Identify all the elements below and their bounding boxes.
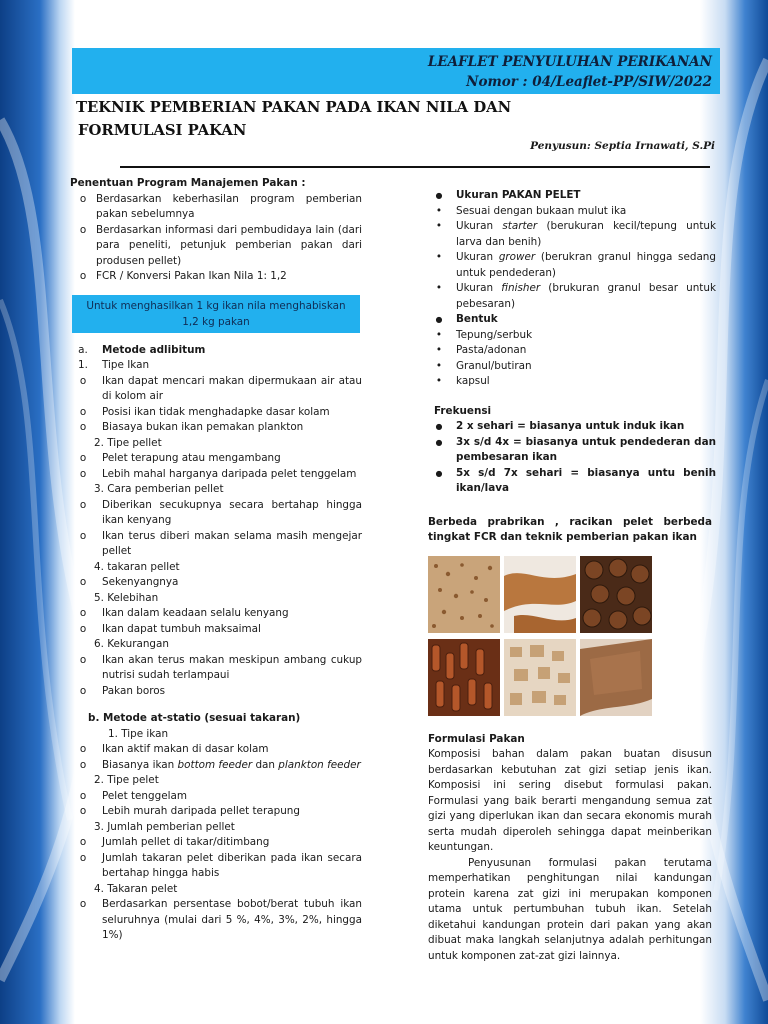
pellet-photo-tablet <box>580 556 652 633</box>
header-banner <box>72 48 720 94</box>
berbeda-note: Berbeda prabrikan , racikan pelet berbeda tingkat FCR dan teknik pemberian pakan ikan <box>428 515 712 543</box>
pellet-photo-flour <box>580 639 652 716</box>
bentuk-heading: ● Bentuk <box>435 313 498 325</box>
list-item: o Pakan boros <box>79 684 166 697</box>
list-item: o Biasaya bukan ikan pemakan plankton <box>79 421 304 433</box>
list-item: • Pasta/adonan <box>435 344 527 356</box>
list-item: o Ikan dapat mencari makan dipermukaan air atau di kolom air <box>79 374 362 402</box>
list-item: o Ikan akan terus makan meskipun ambang cukup nutrisi sudah terlampaui <box>79 653 362 681</box>
list-item: • Granul/butiran <box>435 359 532 372</box>
list-item: o Posisi ikan tidak menghadapke dasar kolam <box>79 405 330 418</box>
list-item: o Sekenyangnya <box>79 576 179 588</box>
list-item: • kapsul <box>435 375 490 387</box>
atsatio-heading: b. Metode at-statio (sesuai takaran) <box>88 712 301 724</box>
list-item: • Tepung/serbuk <box>435 328 533 341</box>
list-item: o Pelet tenggelam <box>79 789 187 802</box>
formulasi-heading: Formulasi Pakan <box>428 732 525 745</box>
list-item: o FCR / Konversi Pakan Ikan Nila 1: 1,2 <box>79 270 287 282</box>
header-line-1: LEAFLET PENYULUHAN PERIKANAN <box>427 54 712 70</box>
list-item: • Ukuran starter (berukuran kecil/tepung untuk larva dan benih) <box>435 220 716 248</box>
subheading: 1. Tipe ikan <box>108 727 169 740</box>
subheading: 6. Kekurangan <box>94 638 169 650</box>
leaflet-page <box>70 48 725 1024</box>
list-item: o Lebih murah daripada pellet terapung <box>79 805 300 817</box>
frekuensi-heading: Frekuensi <box>434 404 492 417</box>
author-line: Penyusun: Septia Irnawati, S.Pi <box>530 140 715 152</box>
title-line-2: FORMULASI PAKAN <box>78 122 247 139</box>
list-item: 1. Tipe Ikan <box>78 359 150 371</box>
ukuran-heading: ● Ukuran PAKAN PELET <box>435 189 581 201</box>
list-item: o Jumlah pellet di takar/ditimbang <box>79 836 270 848</box>
header-line-2: Nomor : 04/Leaflet-PP/SIW/2022 <box>466 74 712 90</box>
right-column <box>428 188 716 964</box>
list-item: o Lebih mahal harganya daripada pelet tenggelam <box>79 467 357 480</box>
list-item: o Berdasarkan keberhasilan program pemberian pakan sebelumnya <box>79 192 362 220</box>
list-item: • Ukuran finisher (brukuran granul besar untuk pebesaran) <box>435 282 716 310</box>
list-item: o Biasanya ikan bottom feeder dan plankton feeder <box>79 758 361 771</box>
pellet-photo-powder <box>504 556 576 633</box>
list-item: o Ikan terus diberi makan selama masih mengejar pellet <box>79 529 362 557</box>
list-item: ● 2 x sehari = biasanya untuk induk ikan <box>435 420 685 432</box>
left-column <box>70 176 362 944</box>
adlibitum-heading: a. Metode adlibitum <box>78 343 206 356</box>
list-item: o Jumlah takaran pelet diberikan pada ikan secara bertahap hingga habis <box>79 851 362 879</box>
subheading: 3. Jumlah pemberian pellet <box>94 820 235 833</box>
pellet-photo-granule <box>428 556 500 633</box>
formulasi-paragraph-2: Penyusunan formulasi pakan terutama memperhatikan penghitungan nilai kandungan protein karena zat gizi ini merupakan komponen utama untuk pertumbuhan tubuh ikan. Setelah diketahui kandungan protein dari pakan yang akan dibuat maka langkah selanjutnya adalah perhitungan untuk komponen zat-zat gizi lainnya. <box>428 856 712 962</box>
subheading: 3. Cara pemberian pellet <box>94 483 224 495</box>
subheading: 4. takaran pellet <box>94 560 180 573</box>
page-title <box>76 96 511 142</box>
list-item: ● 3x s/d 4x = biasanya untuk pendederan dan pembesaran ikan <box>435 435 716 463</box>
title-line-1: TEKNIK PEMBERIAN PAKAN PADA IKAN NILA DAN <box>76 99 512 116</box>
list-item: • Sesuai dengan bukaan mulut ika <box>435 204 627 217</box>
list-item: • Ukuran grower (berukran granul hingga sedang untuk pendederan) <box>435 251 716 279</box>
list-item: ● 5x s/d 7x sehari = biasanya untu benih ikan/lava <box>435 466 716 494</box>
pellet-photo-stick <box>428 639 500 716</box>
list-item: o Ikan dalam keadaan selalu kenyang <box>79 607 289 619</box>
subheading: 2. Tipe pelet <box>94 774 159 786</box>
formulasi-paragraph-1: Komposisi bahan dalam pakan buatan disusun berdasarkan kebutuhan zat gizi setiap jenis ikan. Komposisi ini sering disebut formulasi pakan. Formulasi yang baik berarti mengandung semua zat gizi yang diperlukan ikan dan secara ekonomis murah serta mudah diperoleh sehingga dapat meinberikan keuntungan. <box>428 748 712 853</box>
pellet-photo-crumble <box>504 639 576 716</box>
subheading: 2. Tipe pellet <box>94 436 162 449</box>
list-item: o Pelet terapung atau mengambang <box>79 452 281 464</box>
list-item: o Ikan aktif makan di dasar kolam <box>79 743 269 755</box>
list-item: o Berdasarkan informasi dari pembudidaya lain (dari para peneliti, petunjuk pemberian pakan dari produsen pellet) <box>79 223 362 267</box>
list-item: o Berdasarkan persentase bobot/berat tubuh ikan seluruhnya (mulai dari 5 %, 4%, 3%, 2%, hingga 1%) <box>79 898 362 941</box>
list-item: o Diberikan secukupnya secara bertahap hingga ikan kenyang <box>79 498 362 526</box>
divider <box>120 166 710 168</box>
list-item: o Ikan dapat tumbuh maksaimal <box>79 622 261 635</box>
fcr-callout: Untuk menghasilkan 1 kg ikan nila menghabiskan 1,2 kg pakan <box>72 295 360 333</box>
pellet-photo-grid <box>428 556 716 716</box>
subheading: 5. Kelebihan <box>94 591 159 604</box>
program-heading: Penentuan Program Manajemen Pakan : <box>70 177 306 189</box>
subheading: 4. Takaran pelet <box>94 882 178 895</box>
